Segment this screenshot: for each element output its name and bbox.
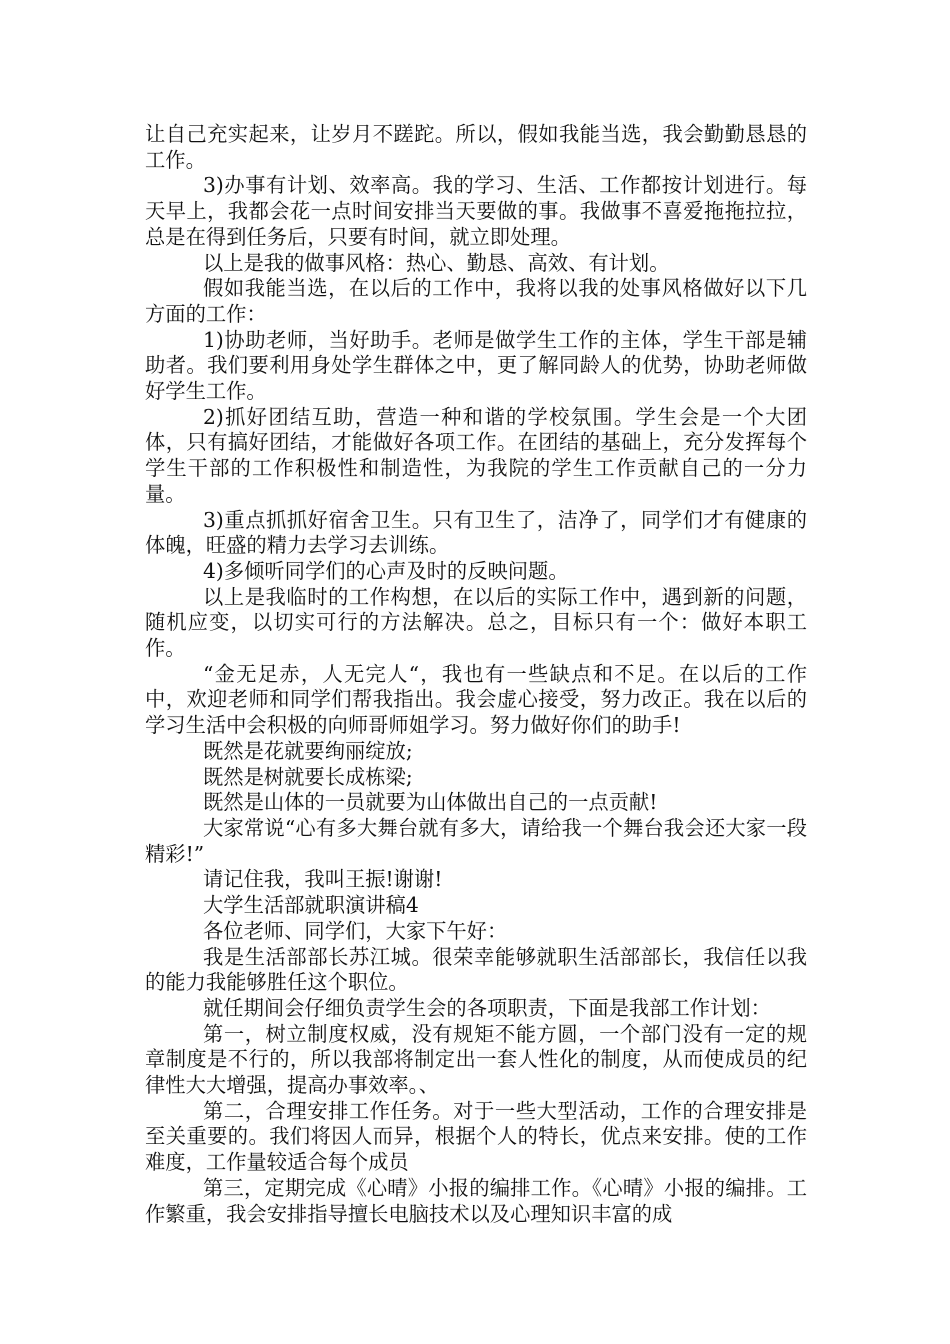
paragraph-15: 请记住我，我叫王振!谢谢! <box>203 867 443 892</box>
paragraph-18: 我是生活部部长苏江城。很荣幸能够就职生活部部长，我信任以我的能力我能够胜任这个职位。 <box>145 944 807 995</box>
paragraph-19: 就任期间会仔细负责学生会的各项职责，下面是我部工作计划： <box>203 995 771 1020</box>
paragraph-14: 大家常说“心有多大舞台就有多大，请给我一个舞台我会还大家一段精彩!” <box>145 815 807 866</box>
paragraph-4: 假如我能当选，在以后的工作中，我将以我的处事风格做好以下几方面的工作： <box>145 276 807 326</box>
paragraph-7: 3)重点抓抓好宿舍卫生。只有卫生了，洁净了，同学们才有健康的体魄，旺盛的精力去学习去训练。 <box>145 507 807 558</box>
paragraph-5: 1)协助老师，当好助手。老师是做学生工作的主体，学生干部是辅助者。我们要利用身处学生群体之中，更了解同龄人的优势，协助老师做好学生工作。 <box>145 327 807 404</box>
paragraph-1: 让自己充实起来，让岁月不蹉跎。所以，假如我能当选，我会勤勤恳恳的工作。 <box>145 122 807 172</box>
paragraph-3: 以上是我的做事风格：热心、勤恳、高效、有计划。 <box>203 250 670 275</box>
paragraph-20: 第一，树立制度权威，没有规矩不能方圆，一个部门没有一定的规章制度是不行的，所以我部将制定出一套人性化的制度，从而使成员的纪律性大大增强，提高办事效率。、 <box>145 1021 807 1098</box>
paragraph-2: 3)办事有计划、效率高。我的学习、生活、工作都按计划进行。每天早上，我都会花一点时间安排当天要做的事。我做事不喜爱拖拖拉拉，总是在得到任务后，只要有时间，就立即处理。 <box>145 173 807 249</box>
paragraph-8: 4)多倾听同学们的心声及时的反映问题。 <box>203 558 569 583</box>
paragraph-10: “金无足赤，人无完人“，我也有一些缺点和不足。在以后的工作中，欢迎老师和同学们帮我指出。我会虚心接受，努力改正。我在以后的学习生活中会积极的向师哥师姐学习。努力做好你们的助手! <box>145 661 807 738</box>
section-title: 大学生活部就职演讲稿4 <box>203 893 419 918</box>
paragraph-6: 2)抓好团结互助，营造一种和谐的学校氛围。学生会是一个大团体，只有搞好团结，才能做好各项工作。在团结的基础上，充分发挥每个学生干部的工作积极性和制造性，为我院的学生工作贡献自己的一分力量。 <box>145 404 807 506</box>
paragraph-17: 各位老师、同学们，大家下午好： <box>203 918 508 943</box>
paragraph-13: 既然是山体的一员就要为山体做出自己的一点贡献! <box>203 790 658 815</box>
paragraph-11: 既然是花就要绚丽绽放; <box>203 738 413 763</box>
paragraph-9: 以上是我临时的工作构想，在以后的实际工作中，遇到新的问题，随机应变，以切实可行的方法解决。总之，目标只有一个：做好本职工作。 <box>145 584 807 661</box>
paragraph-22: 第三，定期完成《心晴》小报的编排工作。《心晴》小报的编排。工作繁重，我会安排指导擅长电脑技术以及心理知识丰富的成 <box>145 1175 807 1226</box>
paragraph-21: 第二，合理安排工作任务。对于一些大型活动，工作的合理安排是至关重要的。我们将因人而异，根据个人的特长，优点来安排。使的工作难度，工作量较适合每个成员 <box>145 1098 807 1175</box>
document-body <box>145 122 807 1227</box>
paragraph-12: 既然是树就要长成栋梁; <box>203 764 413 789</box>
